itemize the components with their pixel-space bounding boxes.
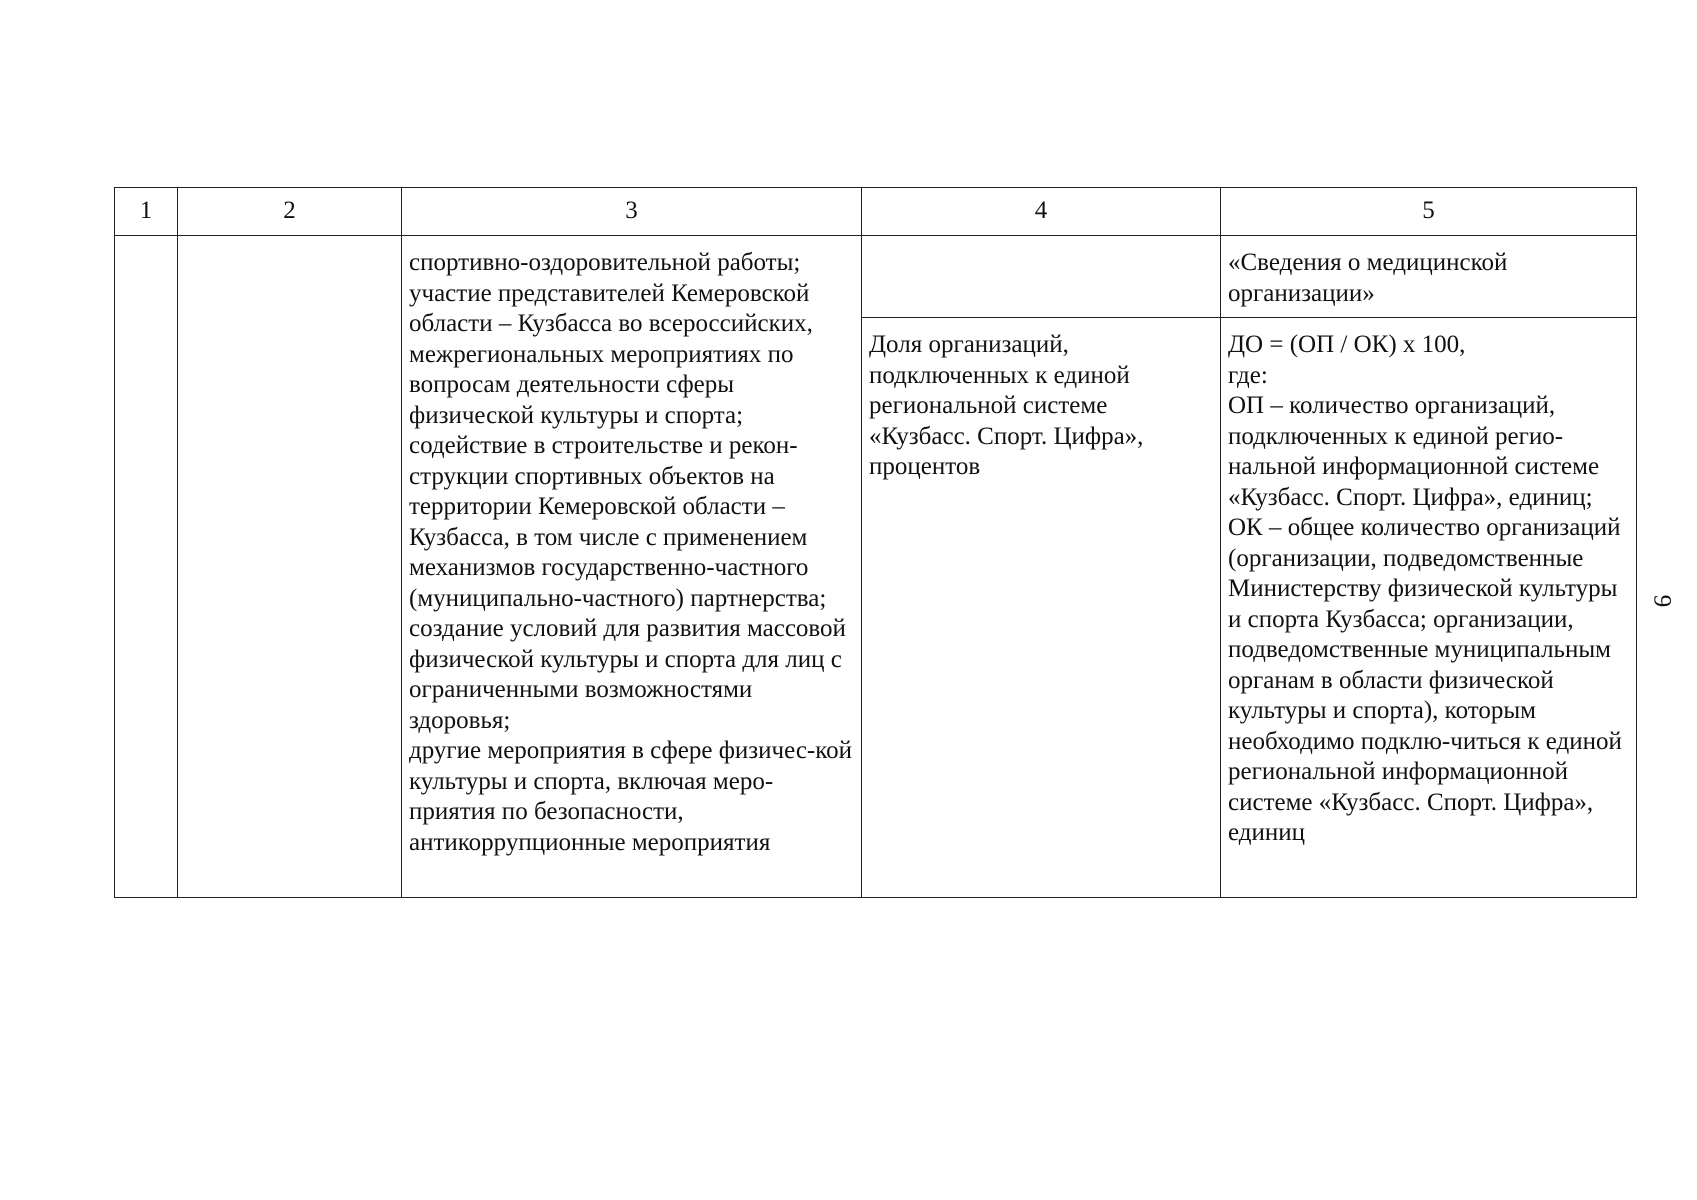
cell-col-1 (115, 236, 178, 898)
cell-col-3-measures: спортивно-оздоровительной работы; участие представителей Кемеровской области – Кузбасса во всероссийских, межрегиональных мероприятиях по вопросам деятельности сферы физической культуры и спорта; содействие в строительстве и рекон-струкции спортивных объектов на территории Кемеровской области – Кузбасса, в том числе с применением механизмов государственно-частного (муниципально-частного) партнерства; создание условий для развития массовой физической культуры и спорта для лиц с ограниченными возможностями здоровья; другие мероприятия в сфере физичес-кой культуры и спорта, включая меро-приятия по безопасности, антикоррупционные мероприятия (402, 236, 862, 898)
page-number: 9 (1648, 594, 1676, 608)
header-col-4: 4 (862, 188, 1221, 236)
header-col-3: 3 (402, 188, 862, 236)
cell-col-4-empty (862, 236, 1221, 318)
cell-col-2 (178, 236, 402, 898)
table-row (115, 236, 1637, 318)
cell-col-5-formula: ДО = (ОП / ОК) х 100, где: ОП – количество организаций, подключенных к единой регио-нальной информационной системе «Кузбасс. Спорт. Цифра», единиц; ОК – общее количество организаций (организации, подведомственные Министерству физической культуры и спорта Кузбасса; организации, подведомственные муниципальным органам в области физической культуры и спорта), которым необходимо подклю-читься к единой региональной информационной системе «Кузбасс. Спорт. Цифра», единиц (1221, 318, 1637, 898)
header-col-1: 1 (115, 188, 178, 236)
cell-col-4-indicator: Доля организаций, подключенных к единой региональной системе «Кузбасс. Спорт. Цифра», процентов (862, 318, 1221, 898)
header-col-2: 2 (178, 188, 402, 236)
table-header-row (115, 188, 1637, 236)
document-table (114, 187, 1637, 898)
cell-col-5-source: «Сведения о медицинской организации» (1221, 236, 1637, 318)
header-col-5: 5 (1221, 188, 1637, 236)
